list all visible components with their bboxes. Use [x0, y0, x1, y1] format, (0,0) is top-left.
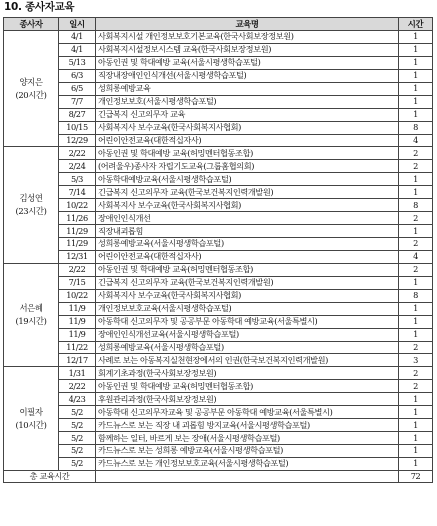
course-cell: 개인정보보호(서울시평생학습포털)	[96, 95, 399, 108]
table-row	[4, 393, 433, 406]
table-row	[4, 315, 433, 328]
hours-cell: 1	[399, 31, 433, 44]
table-row	[4, 238, 433, 251]
date-cell: 11/22	[59, 341, 96, 354]
course-cell: 직장내괴롭힘	[96, 225, 399, 238]
course-cell: 카드뉴스로 보는 직장 내 괴롭힘 방지교육(서울시평생학습포털)	[96, 419, 399, 432]
training-table	[3, 17, 433, 483]
table-row	[4, 457, 433, 470]
course-cell: 아동인권 및 학대예방 교육(허밍멘터협동조합)	[96, 380, 399, 393]
course-cell: 장애인인식개선교육(서울시평생학습포털)	[96, 328, 399, 341]
course-cell: (어려울우)종사자 자립기도교육(그룹홈협의회)	[96, 160, 399, 173]
table-row	[4, 328, 433, 341]
date-cell: 5/2	[59, 457, 96, 470]
hours-cell: 4	[399, 134, 433, 147]
table-row	[4, 186, 433, 199]
person-total-hours: (20시간)	[15, 89, 47, 100]
date-cell: 12/31	[59, 250, 96, 263]
total-label: 총 교육시간	[4, 470, 96, 482]
hours-cell: 3	[399, 354, 433, 367]
date-cell: 12/29	[59, 134, 96, 147]
hours-cell: 1	[399, 173, 433, 186]
hours-cell: 1	[399, 69, 433, 82]
course-cell: 어린이안전교육(대한적십자사)	[96, 250, 399, 263]
hours-cell: 2	[399, 212, 433, 225]
course-cell: 사회복지사 보수교육(한국사회복지사협회)	[96, 121, 399, 134]
hours-cell: 8	[399, 121, 433, 134]
person-cell	[4, 147, 59, 263]
date-cell: 7/7	[59, 95, 96, 108]
course-cell: 아동학대 신고의무자교육 및 공공부문 아동학대 예방교육(서울특별시)	[96, 406, 399, 419]
hours-cell: 2	[399, 341, 433, 354]
course-cell: 장애인인식개선	[96, 212, 399, 225]
person-name: 김성연	[19, 193, 43, 204]
person-total-hours: (10시간)	[15, 419, 47, 430]
table-row	[4, 419, 433, 432]
table-row	[4, 432, 433, 445]
person-total-hours: (23시간)	[15, 206, 47, 217]
hours-cell: 1	[399, 315, 433, 328]
date-cell: 2/22	[59, 263, 96, 276]
header-person: 종사자	[4, 18, 59, 31]
course-cell: 사회복지사 보수교육(한국사회복지사협회)	[96, 199, 399, 212]
course-cell: 카드뉴스로 보는 개인정보보호교육(서울시평생학습포털)	[96, 457, 399, 470]
hours-cell: 2	[399, 263, 433, 276]
course-cell: 사례로 보는 아동복지실천현장에서의 인권(한국보건복지인력개발원)	[96, 354, 399, 367]
hours-cell: 1	[399, 186, 433, 199]
hours-cell: 1	[399, 82, 433, 95]
person-cell	[4, 367, 59, 471]
date-cell: 6/5	[59, 82, 96, 95]
header-date: 일시	[59, 18, 96, 31]
table-row	[4, 225, 433, 238]
date-cell: 8/27	[59, 108, 96, 121]
table-header-row	[4, 18, 433, 31]
course-cell: 카드뉴스로 보는 성희롱 예방교육(서울시평생학습포털)	[96, 445, 399, 458]
hours-cell: 1	[399, 419, 433, 432]
hours-cell: 8	[399, 289, 433, 302]
table-row	[4, 108, 433, 121]
hours-cell: 1	[399, 457, 433, 470]
table-row	[4, 212, 433, 225]
hours-cell: 1	[399, 276, 433, 289]
date-cell: 4/1	[59, 31, 96, 44]
date-cell: 7/14	[59, 186, 96, 199]
hours-cell: 1	[399, 393, 433, 406]
date-cell: 2/22	[59, 147, 96, 160]
table-row	[4, 31, 433, 44]
hours-cell: 1	[399, 56, 433, 69]
course-cell: 아동학대예방교육(서울시평생학습포털)	[96, 173, 399, 186]
table-row	[4, 69, 433, 82]
date-cell: 11/9	[59, 328, 96, 341]
course-cell: 후원관리과정(한국사회보장정보원)	[96, 393, 399, 406]
date-cell: 2/24	[59, 160, 96, 173]
hours-cell: 2	[399, 367, 433, 380]
total-hours: 72	[399, 470, 433, 482]
date-cell: 5/2	[59, 406, 96, 419]
hours-cell: 2	[399, 238, 433, 251]
table-body	[4, 31, 433, 471]
section-title: 10. 종사자교육	[4, 1, 75, 13]
hours-cell: 2	[399, 160, 433, 173]
date-cell: 7/15	[59, 276, 96, 289]
date-cell: 11/26	[59, 212, 96, 225]
date-cell: 10/22	[59, 289, 96, 302]
date-cell: 5/13	[59, 56, 96, 69]
date-cell: 12/17	[59, 354, 96, 367]
person-cell	[4, 31, 59, 147]
course-cell: 개인정보보호교육(서울시평생학습포털)	[96, 302, 399, 315]
date-cell: 2/22	[59, 380, 96, 393]
date-cell: 11/29	[59, 238, 96, 251]
date-cell: 5/2	[59, 419, 96, 432]
person-cell	[4, 263, 59, 367]
table-row	[4, 445, 433, 458]
table-row	[4, 147, 433, 160]
date-cell: 10/22	[59, 199, 96, 212]
table-row	[4, 263, 433, 276]
table-row	[4, 82, 433, 95]
hours-cell: 1	[399, 328, 433, 341]
course-cell: 사회복지시설 개인정보보호기본교육(한국사회보장정보원)	[96, 31, 399, 44]
date-cell: 10/15	[59, 121, 96, 134]
hours-cell: 1	[399, 95, 433, 108]
course-cell: 아동인권 및 학대예방 교육(허밍멘터협동조합)	[96, 263, 399, 276]
date-cell: 11/29	[59, 225, 96, 238]
hours-cell: 2	[399, 380, 433, 393]
date-cell: 5/2	[59, 445, 96, 458]
table-row	[4, 276, 433, 289]
table-row	[4, 199, 433, 212]
table-row	[4, 250, 433, 263]
date-cell: 5/2	[59, 432, 96, 445]
date-cell: 1/31	[59, 367, 96, 380]
course-cell: 어린이안전교육(대한적십자사)	[96, 134, 399, 147]
table-row	[4, 160, 433, 173]
hours-cell: 1	[399, 432, 433, 445]
course-cell: 성희롱예방교육	[96, 82, 399, 95]
date-cell: 11/9	[59, 302, 96, 315]
date-cell: 4/1	[59, 43, 96, 56]
hours-cell: 8	[399, 199, 433, 212]
course-cell: 직장내장애인인식개선(서울시평생학습포털)	[96, 69, 399, 82]
person-name: 서은혜	[19, 303, 43, 314]
table-row	[4, 302, 433, 315]
course-cell: 사회복지사 보수교육(한국사회복지사협회)	[96, 289, 399, 302]
course-cell: 긴급복지 신고의무자 교육(한국보건복지인력개발원)	[96, 276, 399, 289]
course-cell: 성희롱예방교육(서울시평생학습포털)	[96, 341, 399, 354]
course-cell: 아동인권 및 학대예방 교육(서울시평생학습포털)	[96, 56, 399, 69]
course-cell: 아동학대 신고의무자 및 공공부문 아동학대 예방교육(서울특별시)	[96, 315, 399, 328]
hours-cell: 1	[399, 406, 433, 419]
total-spacer	[96, 470, 399, 482]
course-cell: 사회복지시설정보시스템 교육(한국사회보장정보원)	[96, 43, 399, 56]
course-cell: 함께하는 일터, 바르게 보는 장애(서울시평생학습포털)	[96, 432, 399, 445]
hours-cell: 4	[399, 250, 433, 263]
table-row	[4, 121, 433, 134]
table-row	[4, 43, 433, 56]
date-cell: 5/3	[59, 173, 96, 186]
table-row	[4, 380, 433, 393]
total-row	[4, 470, 433, 482]
course-cell: 회계기초과정(한국사회보장정보원)	[96, 367, 399, 380]
person-total-hours: (19시간)	[15, 316, 47, 327]
hours-cell: 1	[399, 445, 433, 458]
table-row	[4, 173, 433, 186]
person-name: 이필자	[19, 406, 43, 417]
table-row	[4, 134, 433, 147]
date-cell: 11/9	[59, 315, 96, 328]
hours-cell: 1	[399, 43, 433, 56]
hours-cell: 1	[399, 225, 433, 238]
header-course: 교육명	[96, 18, 399, 31]
course-cell: 긴급복지 신고의무자 교육(한국보건복지인력개발원)	[96, 186, 399, 199]
table-row	[4, 367, 433, 380]
course-cell: 아동인권 및 학대예방 교육(허밍멘터협동조합)	[96, 147, 399, 160]
table-row	[4, 95, 433, 108]
table-row	[4, 406, 433, 419]
header-hours: 시간	[399, 18, 433, 31]
date-cell: 4/23	[59, 393, 96, 406]
course-cell: 긴급복지 신고의무자 교육	[96, 108, 399, 121]
date-cell: 6/3	[59, 69, 96, 82]
hours-cell: 1	[399, 108, 433, 121]
hours-cell: 1	[399, 302, 433, 315]
table-row	[4, 289, 433, 302]
table-row	[4, 354, 433, 367]
hours-cell: 2	[399, 147, 433, 160]
table-row	[4, 341, 433, 354]
table-row	[4, 56, 433, 69]
course-cell: 성희롱예방교육(서울시평생학습포털)	[96, 238, 399, 251]
person-name: 양지은	[19, 76, 43, 87]
